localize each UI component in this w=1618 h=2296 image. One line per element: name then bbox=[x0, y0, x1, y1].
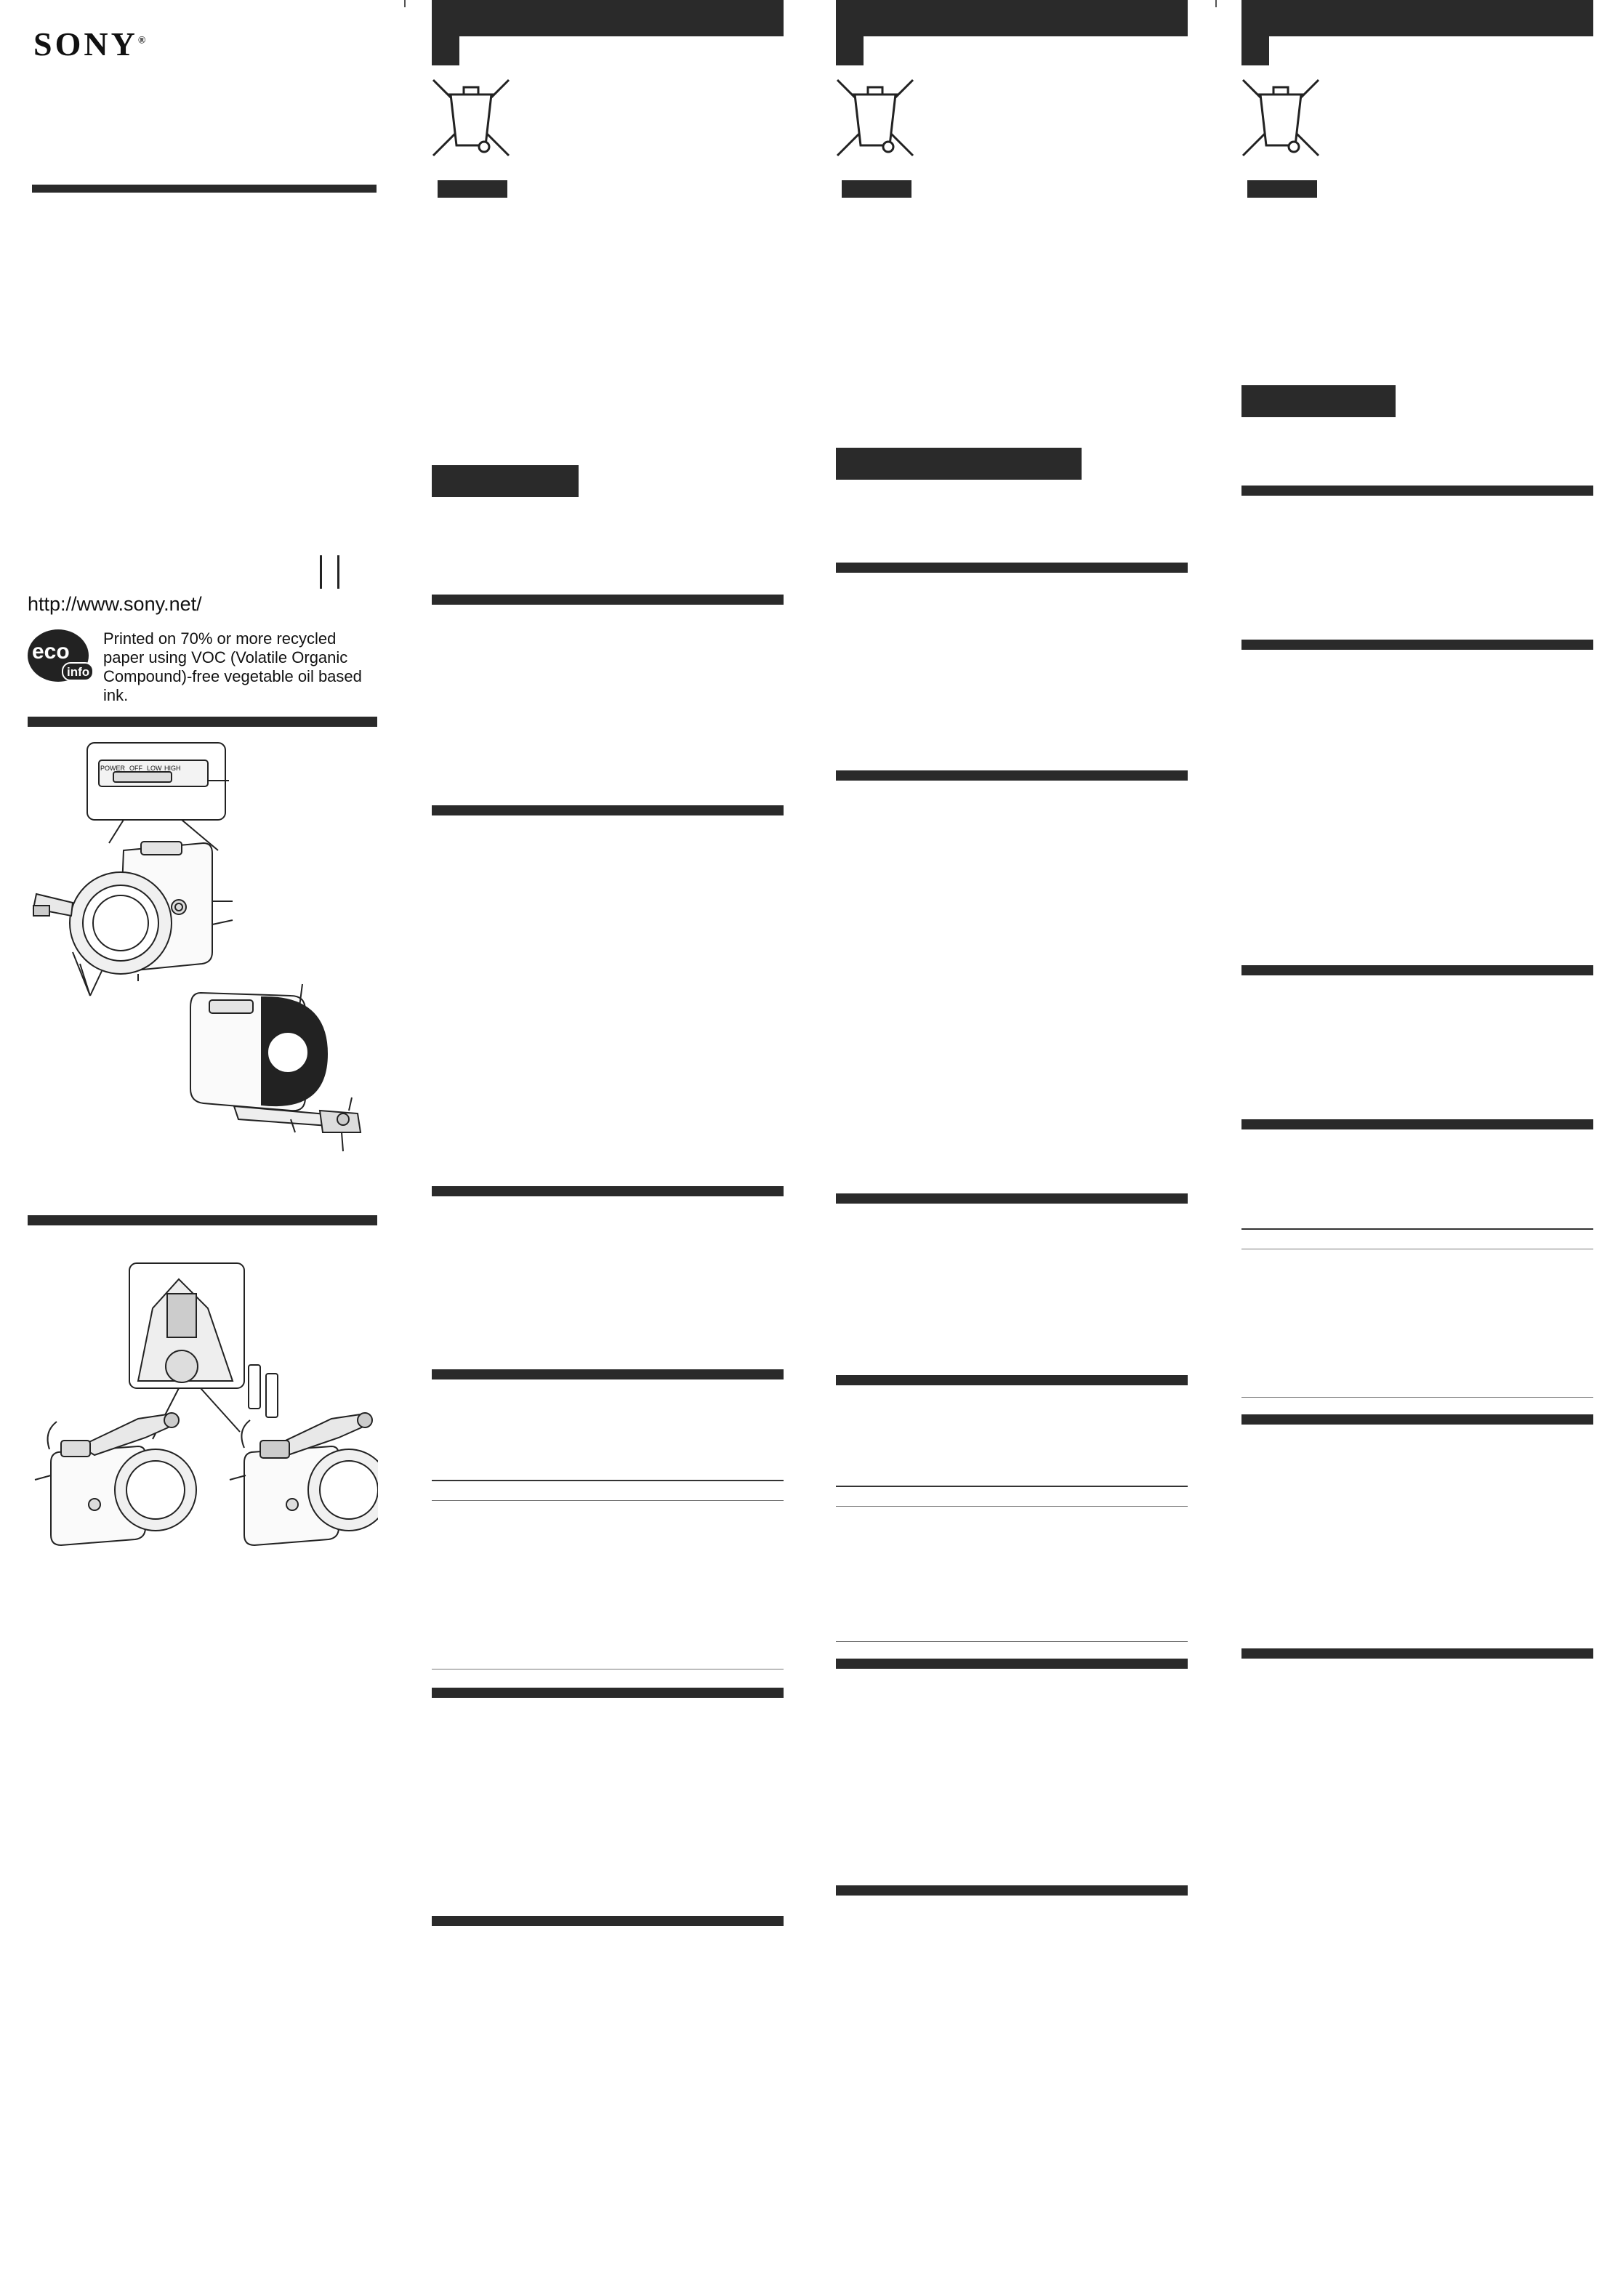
section-bar bbox=[1241, 1414, 1593, 1425]
brand-name: SONY bbox=[33, 25, 138, 63]
table-bottom-rule bbox=[836, 1641, 1188, 1642]
section-bar bbox=[432, 595, 784, 605]
model-marker bbox=[317, 555, 343, 589]
weee-bin-icon bbox=[833, 76, 917, 160]
section-bar bbox=[28, 1215, 377, 1225]
section-bar bbox=[432, 1688, 784, 1698]
section-bar bbox=[1241, 1648, 1593, 1659]
section-bar bbox=[432, 1186, 784, 1196]
header-tab bbox=[432, 36, 459, 65]
section-title-block bbox=[1241, 385, 1396, 417]
section-title-block bbox=[432, 465, 579, 497]
section-bar bbox=[432, 805, 784, 815]
website-url[interactable]: http://www.sony.net/ bbox=[28, 593, 202, 615]
switch-label-power: POWER bbox=[100, 765, 126, 772]
switch-label-high: HIGH bbox=[164, 765, 181, 772]
section-bar bbox=[836, 563, 1188, 573]
section-bar bbox=[1241, 640, 1593, 650]
registered-mark: ® bbox=[137, 35, 146, 47]
eco-statement: Printed on 70% or more recycled paper using VOC (Volatile Organic Compound)-free vegetable oil based ink. bbox=[103, 629, 362, 704]
table-header-rule bbox=[836, 1506, 1188, 1507]
header-bar bbox=[1241, 0, 1593, 36]
eco-badge-main: eco bbox=[32, 640, 70, 664]
section-bar bbox=[432, 1916, 784, 1926]
title-rule bbox=[32, 185, 377, 193]
header-tab bbox=[836, 36, 864, 65]
parts-illustration bbox=[29, 734, 378, 1170]
eco-info-badge bbox=[26, 627, 94, 683]
language-label-block bbox=[842, 180, 911, 198]
table-top-rule bbox=[1241, 1228, 1593, 1230]
section-title-block bbox=[836, 448, 1082, 480]
fold-mark bbox=[1215, 0, 1217, 7]
section-bar bbox=[1241, 486, 1593, 496]
language-label-block bbox=[1247, 180, 1317, 198]
section-bar bbox=[836, 1659, 1188, 1669]
switch-label-off: OFF bbox=[129, 765, 142, 772]
header-tab bbox=[1241, 36, 1269, 65]
section-bar bbox=[28, 717, 377, 727]
switch-label-low: LOW bbox=[147, 765, 162, 772]
language-label-block bbox=[438, 180, 507, 198]
table-bottom-rule bbox=[1241, 1397, 1593, 1398]
weee-bin-icon bbox=[1239, 76, 1323, 160]
section-bar bbox=[432, 1369, 784, 1379]
section-bar bbox=[836, 1885, 1188, 1896]
table-top-rule bbox=[432, 1480, 784, 1481]
section-bar bbox=[1241, 965, 1593, 975]
header-bar bbox=[836, 0, 1188, 36]
section-bar bbox=[836, 1375, 1188, 1385]
section-bar bbox=[836, 1193, 1188, 1204]
fold-mark bbox=[404, 0, 406, 7]
section-bar bbox=[836, 770, 1188, 781]
section-bar bbox=[1241, 1119, 1593, 1129]
weee-bin-icon bbox=[429, 76, 513, 160]
table-top-rule bbox=[836, 1486, 1188, 1487]
eco-badge-sub: info bbox=[67, 665, 90, 679]
sony-logo bbox=[33, 25, 145, 63]
table-header-rule bbox=[432, 1500, 784, 1501]
battery-install-illustration bbox=[29, 1257, 378, 1548]
header-bar bbox=[432, 0, 784, 36]
